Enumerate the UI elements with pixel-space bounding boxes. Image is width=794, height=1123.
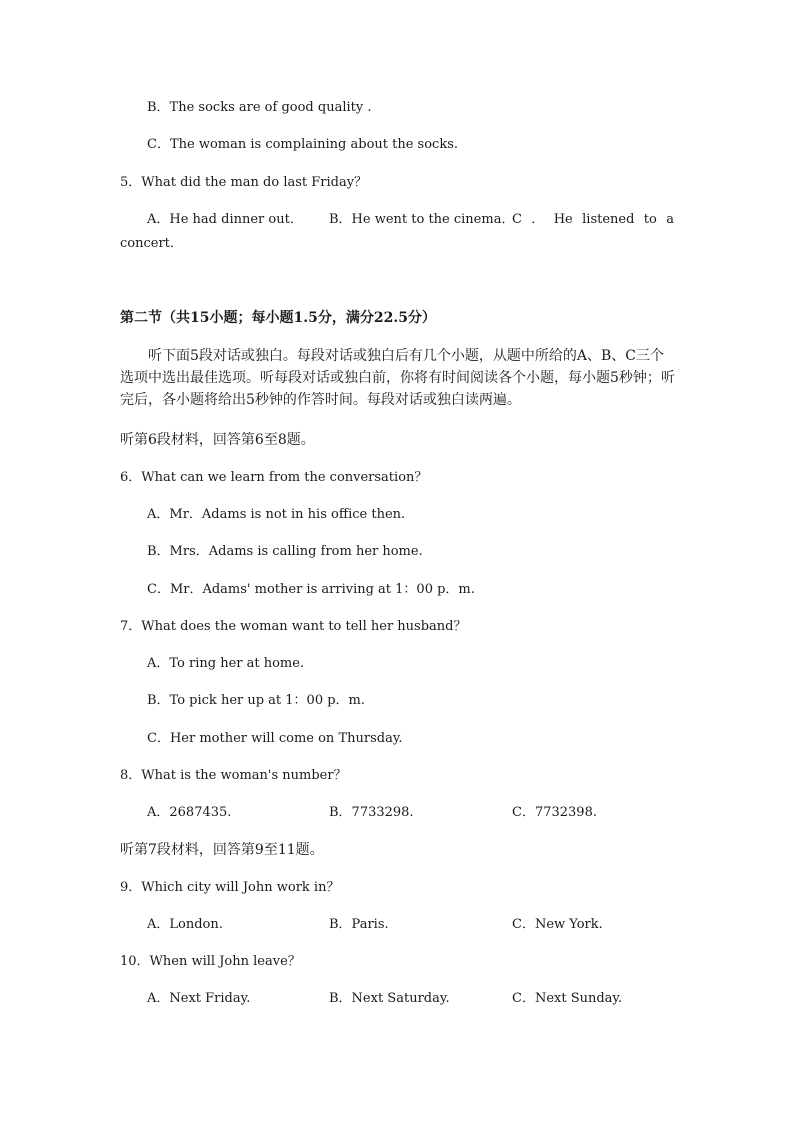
q6-option-b: B．Mrs．Adams is calling from her home. (147, 544, 423, 559)
q5-option-a: A．He had dinner out． (147, 212, 303, 227)
q7-option-c: C．Her mother will come on Thursday. (147, 731, 403, 746)
q10-option-b: B．Next Saturday. (329, 991, 450, 1006)
q5-option-c-continued: concert． (120, 236, 183, 251)
q9-option-b: B．Paris. (329, 917, 389, 932)
q5-c-word: ． (531, 212, 545, 227)
q6-option-a: A．Mr．Adams is not in his office then. (147, 507, 406, 522)
q5-c-word: a (666, 212, 674, 227)
question-9: 9．Which city will John work in？ (120, 880, 340, 895)
q5-c-word: He (553, 212, 573, 227)
q8-option-b: B．7733298. (329, 805, 414, 820)
q7-option-a: A．To ring her at home. (147, 656, 305, 671)
q9-option-c: C．New York. (512, 917, 603, 932)
option-b: B．The socks are of good quality . (147, 100, 372, 115)
instructions-text: 听下面5段对话或独白。每段对话或独白后有几个小题，从题中所给的A、B、C三个选项中选出最佳选项。听每段对话或独白前，你将有时间阅读各个小题，每小题5秒钟；听完后，各小题将给出5秒钟的作答时间。每段对话或独白读两遍。 (120, 348, 675, 408)
question-5: 5．What did the man do last Friday？ (120, 175, 368, 190)
section-instructions (120, 345, 676, 411)
q5-option-c (512, 211, 674, 229)
section-title: 第二节（共15小题；每小题1.5分，满分22.5分） (120, 310, 436, 326)
question-10: 10．When will John leave？ (120, 954, 301, 969)
q6-option-c: C．Mr．Adams' mother is arriving at 1：00 p．m. (147, 582, 475, 597)
q9-option-a: A．London. (147, 917, 223, 932)
q10-option-c: C．Next Sunday. (512, 991, 623, 1006)
q7-option-b: B．To pick her up at 1：00 p．m. (147, 693, 366, 708)
q5-c-word: listened (582, 212, 635, 227)
q5-c-word: C (512, 212, 522, 227)
q10-option-a: A．Next Friday. (147, 991, 251, 1006)
option-c: C．The woman is complaining about the socks. (147, 137, 459, 152)
material-7-heading: 听第7段材料，回答第9至11题。 (120, 842, 324, 858)
question-6: 6．What can we learn from the conversation？ (120, 470, 428, 485)
question-7: 7．What does the woman want to tell her husband？ (120, 619, 467, 634)
q8-option-a: A．2687435. (147, 805, 232, 820)
q5-c-word: to (643, 212, 657, 227)
question-8: 8．What is the woman's number？ (120, 768, 347, 783)
q8-option-c: C．7732398. (512, 805, 597, 820)
material-6-heading: 听第6段材料，回答第6至8题。 (120, 432, 315, 448)
q5-option-b: B．He went to the cinema． (329, 212, 515, 227)
